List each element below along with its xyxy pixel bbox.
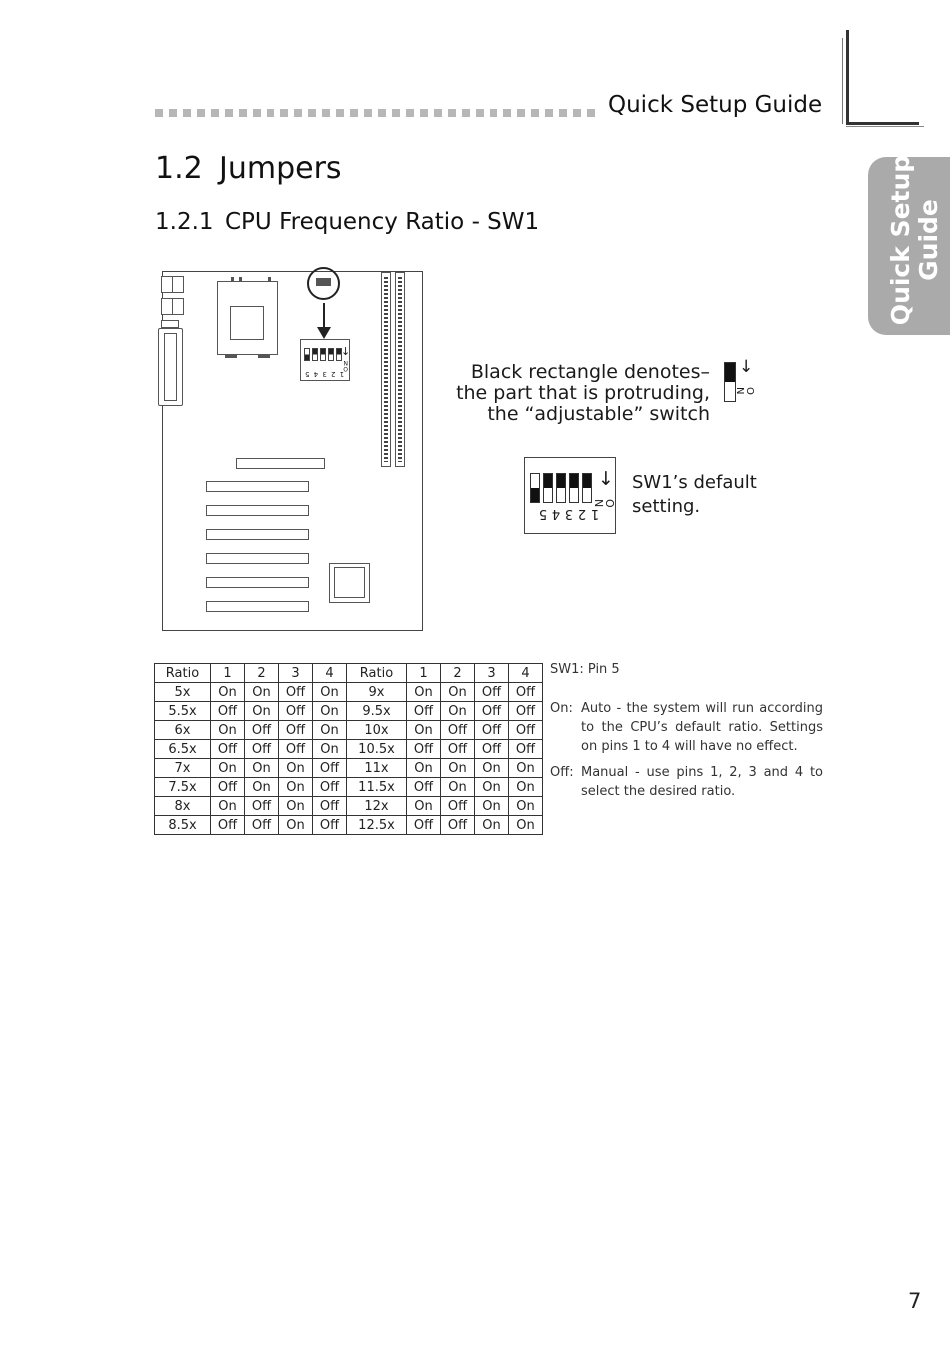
switch-state-cell: On: [509, 778, 543, 797]
switch-state-cell: On: [279, 797, 313, 816]
isa-slot: [206, 601, 309, 612]
default-switch-row: [530, 473, 592, 503]
note-on-text: Auto - the system will run according to the CPU’s default ratio. Settings on pins 1 to 4 will have no effect.: [581, 701, 823, 754]
agp-slot: [236, 458, 325, 469]
switch-state-cell: Off: [407, 778, 441, 797]
switch-state-cell: On: [475, 797, 509, 816]
small-switch-row: [304, 348, 342, 361]
chipset-core: [334, 567, 365, 598]
switch-number: 1: [590, 506, 600, 521]
column-header: Ratio: [347, 664, 407, 683]
side-tab: [868, 154, 950, 335]
down-arrow-icon: [317, 327, 331, 339]
section-number: 1.2: [155, 151, 203, 186]
table-row: [155, 797, 543, 816]
table-row: [155, 683, 543, 702]
ratio-cell: 9.5x: [347, 702, 407, 721]
pci-slot-4: [206, 553, 309, 564]
switch-state-cell: On: [313, 740, 347, 759]
switch-state-cell: Off: [279, 702, 313, 721]
switch-state-cell: Off: [313, 816, 347, 835]
switch-state-cell: On: [211, 683, 245, 702]
switch-state-cell: On: [407, 797, 441, 816]
switch-state-cell: Off: [313, 778, 347, 797]
corner-mark: [846, 30, 849, 125]
column-header: 1: [211, 664, 245, 683]
note-line-2: the part that is protruding,: [456, 382, 710, 404]
switch-state-cell: On: [441, 683, 475, 702]
switch-number: 3: [564, 506, 574, 521]
switch-state-cell: On: [211, 759, 245, 778]
switch-state-cell: On: [313, 702, 347, 721]
switch-state-cell: Off: [475, 740, 509, 759]
subsection-heading: [155, 209, 539, 235]
protruding-switch-note: [440, 362, 710, 425]
side-tab-label: [874, 151, 950, 329]
switch-1: [582, 473, 592, 503]
switch-state-cell: On: [245, 683, 279, 702]
ratio-cell: 12.5x: [347, 816, 407, 835]
small-on-arrow-icon: ↓: [341, 345, 351, 358]
switch-state-cell: On: [245, 778, 279, 797]
section-title: Jumpers: [219, 151, 342, 186]
switch-state-cell: On: [313, 721, 347, 740]
socket-lever: [258, 355, 270, 358]
default-on-label: ON: [592, 499, 616, 508]
table-row: [155, 816, 543, 835]
note-on: [550, 699, 823, 756]
switch-state-cell: On: [211, 797, 245, 816]
column-header: Ratio: [155, 664, 211, 683]
switch-state-cell: Off: [475, 683, 509, 702]
sw1-pin5-notes: [550, 660, 823, 808]
note-off-key: Off:: [550, 765, 574, 780]
ratio-cell: 10.5x: [347, 740, 407, 759]
switch-state-cell: Off: [211, 816, 245, 835]
switch-number: 5: [538, 506, 548, 521]
on-arrow-icon: ↓: [739, 357, 754, 377]
switch-state-cell: On: [441, 702, 475, 721]
switch-state-cell: Off: [475, 702, 509, 721]
table-row: [155, 721, 543, 740]
switch-state-cell: On: [407, 759, 441, 778]
table-row: [155, 778, 543, 797]
switch-state-cell: Off: [279, 721, 313, 740]
note-line-3: the “adjustable” switch: [487, 403, 710, 425]
default-on-arrow-icon: ↓: [598, 468, 614, 490]
pci-slot-2: [206, 505, 309, 516]
switch-state-cell: Off: [211, 740, 245, 759]
column-header: 4: [313, 664, 347, 683]
pci-slot-1: [206, 481, 309, 492]
ratio-cell: 11x: [347, 759, 407, 778]
switch-state-cell: Off: [245, 816, 279, 835]
column-header: 3: [475, 664, 509, 683]
switch-state-cell: On: [475, 816, 509, 835]
ratio-cell: 12x: [347, 797, 407, 816]
switch-state-cell: On: [407, 721, 441, 740]
corner-mark-bottom: [846, 122, 919, 125]
subsection-title: CPU Frequency Ratio - SW1: [225, 209, 540, 235]
switch-locator-mark: [316, 278, 331, 286]
switch-3: [556, 473, 566, 503]
switch-4: [543, 473, 553, 503]
switch-state-cell: Off: [509, 740, 543, 759]
note-line-1: Black rectangle denotes–: [470, 361, 710, 383]
ratio-cell: 5.5x: [155, 702, 211, 721]
corner-mark-shadow: [842, 38, 843, 124]
switch-state-cell: Off: [279, 683, 313, 702]
switch-state-cell: Off: [407, 740, 441, 759]
switch-state-cell: On: [509, 816, 543, 835]
switch-state-cell: On: [279, 759, 313, 778]
column-header: 4: [509, 664, 543, 683]
side-tab-line1: Quick Setup: [886, 154, 915, 326]
switch-state-cell: Off: [245, 740, 279, 759]
socket-lever: [225, 355, 237, 358]
ratio-cell: 8.5x: [155, 816, 211, 835]
ratio-cell: 7x: [155, 759, 211, 778]
switch-state-cell: On: [407, 683, 441, 702]
small-switch-numbers: 1 2 3 4 5: [304, 370, 345, 378]
column-header: 1: [407, 664, 441, 683]
switch-2: [569, 473, 579, 503]
cpu-ratio-table: [154, 663, 543, 835]
switch-state-cell: Off: [407, 702, 441, 721]
header-title: Quick Setup Guide: [608, 92, 823, 118]
switch-state-cell: On: [441, 778, 475, 797]
table-row: [155, 702, 543, 721]
switch-state-cell: On: [313, 683, 347, 702]
table-header-row: [155, 664, 543, 683]
table-row: [155, 759, 543, 778]
switch-state-cell: On: [441, 759, 475, 778]
switch-state-cell: On: [279, 778, 313, 797]
rear-io-divider: [172, 299, 173, 314]
section-heading: [155, 151, 342, 186]
note-on-key: On:: [550, 701, 573, 716]
switch-state-cell: On: [509, 797, 543, 816]
ratio-cell: 8x: [155, 797, 211, 816]
ratio-cell: 6.5x: [155, 740, 211, 759]
switch-state-cell: Off: [441, 797, 475, 816]
cpu-socket-center: [230, 306, 264, 340]
switch-state-cell: On: [475, 759, 509, 778]
switch-state-cell: Off: [245, 721, 279, 740]
switch-state-cell: Off: [509, 683, 543, 702]
switch-legend-example: [724, 362, 736, 402]
switch-state-cell: Off: [211, 778, 245, 797]
switch-state-cell: Off: [407, 816, 441, 835]
switch-state-cell: Off: [509, 702, 543, 721]
switch-state-cell: Off: [441, 740, 475, 759]
switch-state-cell: Off: [441, 721, 475, 740]
column-header: 2: [245, 664, 279, 683]
rear-io-divider: [172, 277, 173, 292]
switch-number: 4: [551, 506, 561, 521]
switch-state-cell: On: [245, 702, 279, 721]
switch-state-cell: Off: [313, 759, 347, 778]
ratio-cell: 6x: [155, 721, 211, 740]
column-header: 2: [441, 664, 475, 683]
switch-state-cell: Off: [279, 740, 313, 759]
ratio-cell: 7.5x: [155, 778, 211, 797]
rear-io-connector: [161, 320, 179, 328]
legend-on-label: ON: [734, 387, 755, 395]
table-body: [155, 683, 543, 835]
ratio-cell: 10x: [347, 721, 407, 740]
switch-state-cell: Off: [475, 721, 509, 740]
default-setting-label: SW1’s default setting.: [632, 472, 757, 517]
default-switch-numbers: [530, 506, 600, 521]
switch-state-cell: On: [245, 759, 279, 778]
note-off: [550, 763, 823, 801]
subsection-number: 1.2.1: [155, 209, 214, 235]
switch-number: 2: [577, 506, 587, 521]
switch-5: [530, 473, 540, 503]
switch-state-cell: On: [509, 759, 543, 778]
switch-state-cell: Off: [245, 797, 279, 816]
corner-mark-bottom-shadow: [846, 126, 924, 127]
arrow-shaft: [323, 303, 325, 329]
pin5-title: SW1: Pin 5: [550, 662, 620, 677]
table-row: [155, 740, 543, 759]
ratio-cell: 9x: [347, 683, 407, 702]
switch-state-cell: Off: [441, 816, 475, 835]
switch-state-cell: Off: [509, 721, 543, 740]
ratio-cell: 5x: [155, 683, 211, 702]
switch-state-cell: Off: [211, 702, 245, 721]
header-dot-rule: [155, 109, 595, 118]
ratio-cell: 11.5x: [347, 778, 407, 797]
pci-slot-3: [206, 529, 309, 540]
switch-state-cell: On: [211, 721, 245, 740]
note-off-text: Manual - use pins 1, 2, 3 and 4 to select the desired ratio.: [581, 765, 823, 799]
side-tab-line2: Guide: [914, 199, 943, 281]
pci-slot-5: [206, 577, 309, 588]
switch-state-cell: On: [279, 816, 313, 835]
parallel-port-pins: [164, 333, 177, 401]
dimm-slot-1-pins: [384, 277, 388, 462]
dimm-slot-2-pins: [398, 277, 402, 462]
column-header: 3: [279, 664, 313, 683]
switch-state-cell: On: [475, 778, 509, 797]
switch-state-cell: Off: [313, 797, 347, 816]
page-number: 7: [908, 1289, 922, 1313]
small-on-label: ON: [343, 359, 348, 372]
